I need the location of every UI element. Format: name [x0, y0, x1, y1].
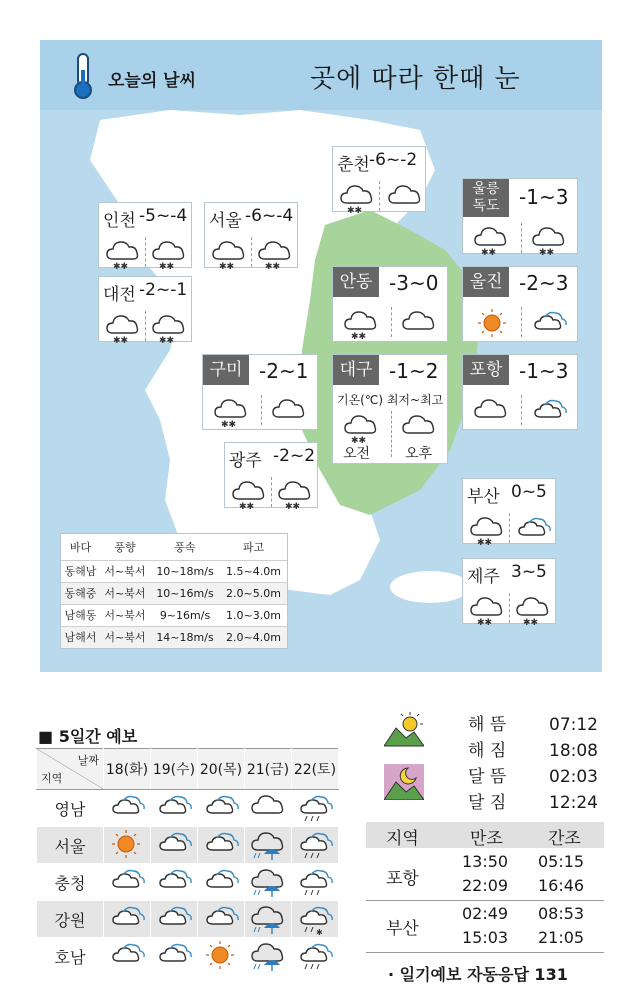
- legend-am: 오전: [343, 446, 371, 462]
- city-daegu: [332, 354, 448, 464]
- city-busan: [462, 478, 556, 547]
- tide-city: 부산: [386, 919, 419, 939]
- city-name: 부산: [467, 487, 500, 507]
- sea-cell: 2.0~5.0m: [220, 582, 287, 604]
- sun-moon-label: 달 뜸: [468, 767, 507, 787]
- partly-cloudy-icon: [198, 902, 244, 936]
- partly-cloudy-rain-snow-icon: [292, 902, 338, 936]
- partly-cloudy-icon: [151, 791, 197, 825]
- forecast-corner: [37, 749, 104, 790]
- table-row: [37, 827, 339, 864]
- cloud-snow-icon: [339, 181, 375, 215]
- sunset-row: [468, 736, 598, 761]
- tide-header-region: 지역: [386, 829, 419, 849]
- svg-text:✱✱: ✱✱: [347, 206, 363, 215]
- table-row: [61, 560, 287, 582]
- cloud-snow-icon: [151, 237, 187, 271]
- svg-text:✱: ✱: [316, 928, 323, 936]
- partly-cloudy-rain-icon: [292, 939, 338, 973]
- sun-moon-label: 해 짐: [468, 741, 507, 761]
- sun-icon: [198, 939, 244, 973]
- svg-text:✱✱: ✱✱: [477, 538, 493, 547]
- sea-header: 풍향: [114, 540, 136, 554]
- cloud-icon: [401, 411, 437, 445]
- city-incheon: [98, 202, 192, 271]
- sea-cell: 서~북서: [100, 604, 150, 626]
- city-gwangju: [224, 442, 318, 511]
- sea-header: 풍속: [174, 540, 196, 554]
- city-temp: -2~1: [259, 359, 309, 383]
- city-name: 울릉 독도: [472, 181, 500, 214]
- jeju-island: [390, 571, 470, 603]
- sea-cell: 남해동: [61, 604, 100, 626]
- partly-cloudy-icon: [198, 828, 244, 862]
- svg-text:✱✱: ✱✱: [351, 332, 367, 341]
- city-name: 울진: [469, 272, 503, 292]
- city-temp: -3~0: [389, 271, 439, 295]
- sea-cell: 서~북서: [100, 560, 150, 582]
- sea-cell: 서~북서: [100, 582, 150, 604]
- weather-map-panel: [40, 40, 602, 672]
- city-temp: -1~3: [519, 185, 569, 209]
- tide-low: 21:05: [538, 928, 585, 947]
- partly-cloudy-icon: [531, 307, 567, 341]
- city-name: 대전: [103, 285, 136, 305]
- tide-high: 15:03: [462, 928, 509, 947]
- cloud-snow-icon: [469, 513, 505, 547]
- moonrise-row: [468, 762, 598, 787]
- city-label: [463, 179, 509, 217]
- moon-mountain-icon: [384, 764, 424, 800]
- svg-text:✱✱: ✱✱: [219, 262, 235, 271]
- cloud-snow-icon: [151, 311, 187, 345]
- city-name: 인천: [103, 211, 136, 231]
- city-name: 포항: [469, 360, 503, 380]
- svg-text:✱✱: ✱✱: [285, 502, 301, 511]
- cloud-icon: [401, 307, 437, 341]
- sun-icon: [475, 307, 511, 341]
- sea-cell: 14~18m/s: [150, 626, 220, 648]
- sea-cell: 동해중: [61, 582, 100, 604]
- tide-high: 02:49: [462, 904, 509, 923]
- sea-table: [60, 533, 288, 649]
- city-temp: -5~-4: [139, 206, 188, 226]
- city-label: [463, 355, 509, 385]
- tide-header-low: 간조: [548, 829, 581, 849]
- table-row: [61, 582, 287, 604]
- moonset-row: [468, 788, 598, 813]
- city-gumi: [202, 354, 318, 430]
- city-label: [333, 267, 379, 297]
- svg-text:✱✱: ✱✱: [481, 248, 497, 257]
- forecast-region: 호남: [37, 938, 104, 975]
- partly-cloudy-icon: [151, 865, 197, 899]
- sea-cell: 1.5~4.0m: [220, 560, 287, 582]
- sea-cell: 2.0~4.0m: [220, 626, 287, 648]
- cloud-snow-icon: [277, 477, 313, 511]
- partly-cloudy-icon: [198, 865, 244, 899]
- city-temp: -2~2: [273, 446, 316, 466]
- svg-text:✱✱: ✱✱: [159, 262, 175, 271]
- city-temp: 3~5: [511, 562, 547, 582]
- forecast-title: ■ 5일간 예보: [38, 727, 138, 746]
- svg-text:✱✱: ✱✱: [523, 618, 539, 627]
- table-row: [37, 790, 339, 827]
- city-temp: -6~-2: [369, 150, 418, 170]
- city-name: 춘천: [337, 155, 370, 175]
- partly-cloudy-rain-icon: [292, 791, 338, 825]
- cloud-rain-umbrella-icon: [245, 902, 291, 936]
- city-label: [203, 355, 249, 385]
- city-name: 구미: [209, 360, 243, 380]
- sea-cell: 남해서: [61, 626, 100, 648]
- city-temp: -2~3: [519, 271, 569, 295]
- city-jeju: [462, 558, 556, 627]
- cloud-snow-icon: [213, 395, 249, 429]
- tide-header: [366, 822, 604, 848]
- forecast-phone-note: · 일기예보 자동응답 131: [388, 965, 568, 984]
- tide-low: 05:15: [538, 852, 585, 871]
- island: [164, 164, 172, 172]
- partly-cloudy-icon: [104, 902, 150, 936]
- partly-cloudy-icon: [104, 791, 150, 825]
- city-name: 안동: [339, 272, 373, 292]
- svg-text:✱✱: ✱✱: [239, 502, 255, 511]
- cloud-snow-icon: [531, 223, 567, 257]
- cloud-snow-icon: [515, 593, 551, 627]
- forecast-day: 20(목): [198, 749, 245, 790]
- city-andong: [332, 266, 448, 342]
- corner-date-label: 날짜: [77, 754, 99, 767]
- sun-mountain-icon: [384, 712, 424, 748]
- legend-temp-label: 기온(℃) 최저~최고: [337, 393, 444, 407]
- corner-region-label: 지역: [41, 772, 63, 785]
- cloud-snow-icon: [105, 311, 141, 345]
- table-row: [37, 864, 339, 901]
- sunrise-row: [468, 710, 598, 735]
- city-label: [463, 267, 509, 297]
- sea-header: 파고: [242, 540, 265, 554]
- cloud-snow-icon: [473, 223, 509, 257]
- sun-icon: [104, 828, 150, 862]
- partly-cloudy-rain-icon: [292, 828, 338, 862]
- city-temp: 0~5: [511, 482, 547, 502]
- cloud-snow-icon: [105, 237, 141, 271]
- sea-cell: 동해남: [61, 560, 100, 582]
- map-title: 오늘의 날씨: [108, 71, 197, 91]
- island: [146, 142, 158, 154]
- cloud-icon: [271, 395, 307, 429]
- svg-text:✱✱: ✱✱: [351, 436, 367, 445]
- city-chuncheon: [332, 146, 426, 215]
- city-seoul: [204, 202, 298, 271]
- sea-cell: 10~18m/s: [150, 560, 220, 582]
- sun-moon-time: 12:24: [549, 793, 598, 813]
- table-row: [37, 901, 339, 938]
- sea-cell: 10~16m/s: [150, 582, 220, 604]
- tide-header-high: 만조: [470, 829, 503, 849]
- forecast-region: 강원: [37, 901, 104, 938]
- partly-cloudy-icon: [198, 791, 244, 825]
- cloud-snow-icon: [211, 237, 247, 271]
- sea-cell: 1.0~3.0m: [220, 604, 287, 626]
- tide-divider: [366, 952, 604, 953]
- cloud-snow-icon: [343, 411, 379, 445]
- cloud-snow-icon: [343, 307, 379, 341]
- map-header: [40, 40, 602, 110]
- sun-moon-label: 해 뜸: [468, 715, 507, 735]
- forecast-region: 충청: [37, 864, 104, 901]
- table-row: [37, 938, 339, 975]
- svg-text:✱✱: ✱✱: [113, 336, 129, 345]
- forecast-day: 22(토): [292, 749, 339, 790]
- svg-text:✱✱: ✱✱: [477, 618, 493, 627]
- cloud-snow-icon: [469, 593, 505, 627]
- city-uljin: [462, 266, 578, 342]
- forecast-region: 서울: [37, 827, 104, 864]
- city-name: 광주: [229, 451, 262, 471]
- partly-cloudy-icon: [151, 939, 197, 973]
- sea-header: 바다: [69, 540, 92, 554]
- tide-low: 08:53: [538, 904, 585, 923]
- cloud-icon: [473, 395, 509, 429]
- tide-high: 22:09: [462, 876, 509, 895]
- sea-cell: 9~16m/s: [150, 604, 220, 626]
- city-temp: -6~-4: [245, 206, 294, 226]
- cloud-icon: [387, 181, 423, 215]
- partly-cloudy-icon: [151, 828, 197, 862]
- partly-cloudy-rain-icon: [292, 865, 338, 899]
- sun-moon-time: 02:03: [549, 767, 598, 787]
- map-headline: 곳에 따라 한때 눈: [310, 64, 521, 94]
- cloud-snow-icon: [257, 237, 293, 271]
- city-daejeon: [98, 276, 192, 345]
- city-temp: -1~2: [389, 359, 439, 383]
- partly-cloudy-icon: [151, 902, 197, 936]
- cloud-icon: [245, 791, 291, 825]
- city-name: 대구: [339, 360, 373, 380]
- city-ulleung-dokdo: [462, 178, 578, 257]
- table-row: [61, 626, 287, 648]
- tide-divider: [366, 900, 604, 901]
- forecast-region: 영남: [37, 790, 104, 827]
- cloud-rain-umbrella-icon: [245, 865, 291, 899]
- sun-moon-time: 18:08: [549, 741, 598, 761]
- svg-text:✱✱: ✱✱: [113, 262, 129, 271]
- city-temp: -1~3: [519, 359, 569, 383]
- forecast-table: [36, 748, 339, 975]
- city-temp: -2~-1: [139, 280, 188, 300]
- sea-cell: 서~북서: [100, 626, 150, 648]
- forecast-day: 21(금): [245, 749, 292, 790]
- thermometer-icon: [70, 52, 96, 100]
- city-pohang: [462, 354, 578, 430]
- svg-text:✱✱: ✱✱: [539, 248, 555, 257]
- tide-high: 13:50: [462, 852, 509, 871]
- cloud-rain-umbrella-icon: [245, 828, 291, 862]
- legend-pm: 오후: [405, 446, 433, 462]
- city-name: 서울: [209, 211, 242, 231]
- partly-cloudy-icon: [515, 513, 551, 547]
- svg-text:✱✱: ✱✱: [221, 420, 237, 429]
- partly-cloudy-icon: [104, 865, 150, 899]
- sun-moon-label: 달 짐: [468, 793, 507, 813]
- svg-text:✱✱: ✱✱: [265, 262, 281, 271]
- partly-cloudy-icon: [531, 395, 567, 429]
- svg-text:✱✱: ✱✱: [159, 336, 175, 345]
- table-row: [61, 604, 287, 626]
- forecast-day: 18(화): [104, 749, 151, 790]
- partly-cloudy-icon: [104, 939, 150, 973]
- tide-low: 16:46: [538, 876, 585, 895]
- city-label: [333, 355, 379, 385]
- city-name: 제주: [467, 567, 500, 587]
- cloud-rain-umbrella-icon: [245, 939, 291, 973]
- tide-city: 포항: [386, 869, 419, 889]
- forecast-day: 19(수): [151, 749, 198, 790]
- sun-moon-time: 07:12: [549, 715, 598, 735]
- cloud-snow-icon: [231, 477, 267, 511]
